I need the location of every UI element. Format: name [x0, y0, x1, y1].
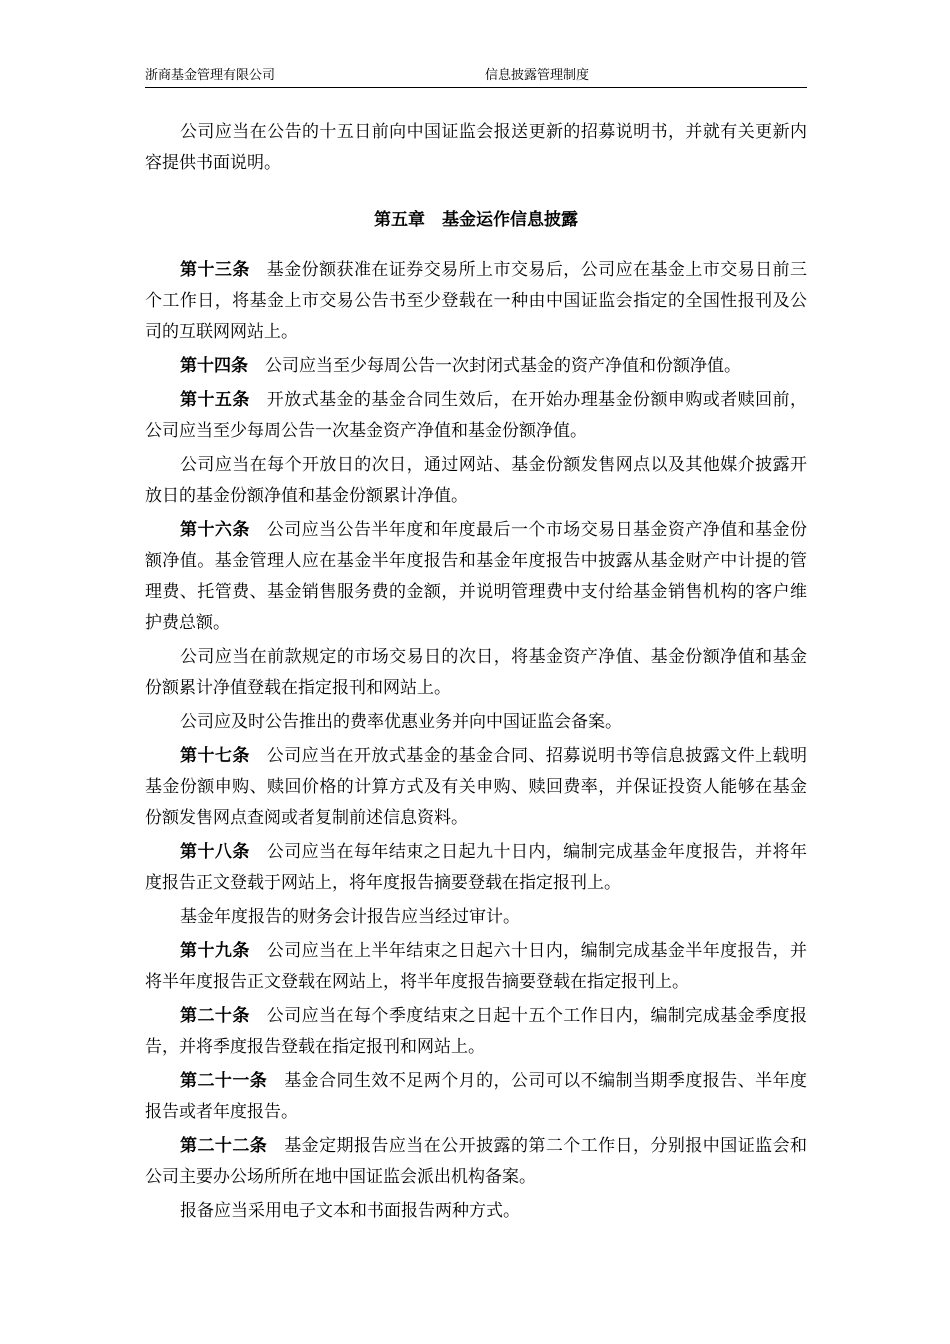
article-paragraph [145, 741, 807, 834]
body-paragraph [145, 450, 807, 512]
body-paragraph [145, 707, 807, 738]
article-paragraph [145, 385, 807, 447]
paragraph-text: 开放式基金的基金合同生效后，在开始办理基金份额申购或者赎回前，公司应当至少每周公告一次基金资产净值和基金份额净值。 [145, 390, 807, 441]
paragraph-text: 公司应当在前款规定的市场交易日的次日，将基金资产净值、基金份额净值和基金份额累计净值登载在指定报刊和网站上。 [145, 647, 807, 698]
article-number: 第十六条 [180, 520, 250, 540]
article-number: 第二十条 [180, 1006, 250, 1026]
chapter-number: 第五章 [374, 210, 425, 230]
article-number: 第十八条 [180, 842, 250, 862]
paragraph-text: 基金年度报告的财务会计报告应当经过审计。 [180, 907, 520, 927]
paragraph-text: 基金合同生效不足两个月的，公司可以不编制当期季度报告、半年度报告或者年度报告。 [145, 1071, 808, 1122]
header-divider [145, 87, 807, 88]
body-paragraph [145, 902, 807, 933]
article-number: 第十九条 [180, 941, 250, 961]
document-body [145, 117, 807, 1230]
paragraph-text: 公司应当至少每周公告一次封闭式基金的资产净值和份额净值。 [265, 356, 741, 376]
header-document-title: 信息披露管理制度 [485, 68, 590, 83]
article-number: 第十四条 [180, 356, 248, 376]
page-header [145, 68, 807, 88]
paragraph-text: 基金定期报告应当在公开披露的第二个工作日，分别报中国证监会和公司主要办公场所所在地中国证监会派出机构备案。 [145, 1136, 808, 1187]
body-paragraph [145, 642, 807, 704]
paragraph-text: 基金份额获准在证券交易所上市交易后，公司应在基金上市交易日前三个工作日，将基金上市交易公告书至少登载在一种由中国证监会指定的全国性报刊及公司的互联网网站上。 [145, 260, 807, 342]
paragraph-text: 公司应当在公告的十五日前向中国证监会报送更新的招募说明书，并就有关更新内容提供书面说明。 [145, 122, 807, 173]
article-number: 第二十二条 [180, 1136, 268, 1156]
article-paragraph [145, 1066, 807, 1128]
article-number: 第十七条 [180, 746, 250, 766]
article-paragraph [145, 351, 807, 382]
paragraph-text: 公司应当公告半年度和年度最后一个市场交易日基金资产净值和基金份额净值。基金管理人应在基金半年度报告和基金年度报告中披露从基金财产中计提的管理费、托管费、基金销售服务费的金额，并说明管理费中支付给基金销售机构的客户维护费总额。 [145, 520, 807, 633]
article-paragraph [145, 936, 807, 998]
paragraph-text: 公司应当在每年结束之日起九十日内，编制完成基金年度报告，并将年度报告正文登载于网站上，将年度报告摘要登载在指定报刊上。 [145, 842, 807, 893]
body-paragraph [145, 1196, 807, 1227]
paragraph-text: 公司应及时公告推出的费率优惠业务并向中国证监会备案。 [180, 712, 622, 732]
header-company-name: 浙商基金管理有限公司 [145, 68, 276, 83]
intro-paragraph [145, 117, 807, 179]
paragraph-text: 公司应当在开放式基金的基金合同、招募说明书等信息披露文件上载明基金份额申购、赎回价格的计算方式及有关申购、赎回费率，并保证投资人能够在基金份额发售网点查阅或者复制前述信息资料。 [145, 746, 807, 828]
paragraph-text: 报备应当采用电子文本和书面报告两种方式。 [180, 1201, 520, 1221]
article-paragraph [145, 1001, 807, 1063]
paragraph-text: 公司应当在上半年结束之日起六十日内，编制完成基金半年度报告，并将半年度报告正文登载在网站上，将半年度报告摘要登载在指定报刊上。 [145, 941, 807, 992]
chapter-heading [145, 205, 807, 236]
paragraph-text: 公司应当在每个季度结束之日起十五个工作日内，编制完成基金季度报告，并将季度报告登载在指定报刊和网站上。 [145, 1006, 807, 1057]
article-number: 第十五条 [180, 390, 250, 410]
article-number: 第十三条 [180, 260, 250, 280]
article-paragraph [145, 515, 807, 639]
article-paragraph [145, 1131, 807, 1193]
chapter-title: 基金运作信息披露 [442, 210, 578, 230]
article-paragraph [145, 255, 807, 348]
article-number: 第二十一条 [180, 1071, 268, 1091]
paragraph-text: 公司应当在每个开放日的次日，通过网站、基金份额发售网点以及其他媒介披露开放日的基金份额净值和基金份额累计净值。 [145, 455, 807, 506]
article-paragraph [145, 837, 807, 899]
